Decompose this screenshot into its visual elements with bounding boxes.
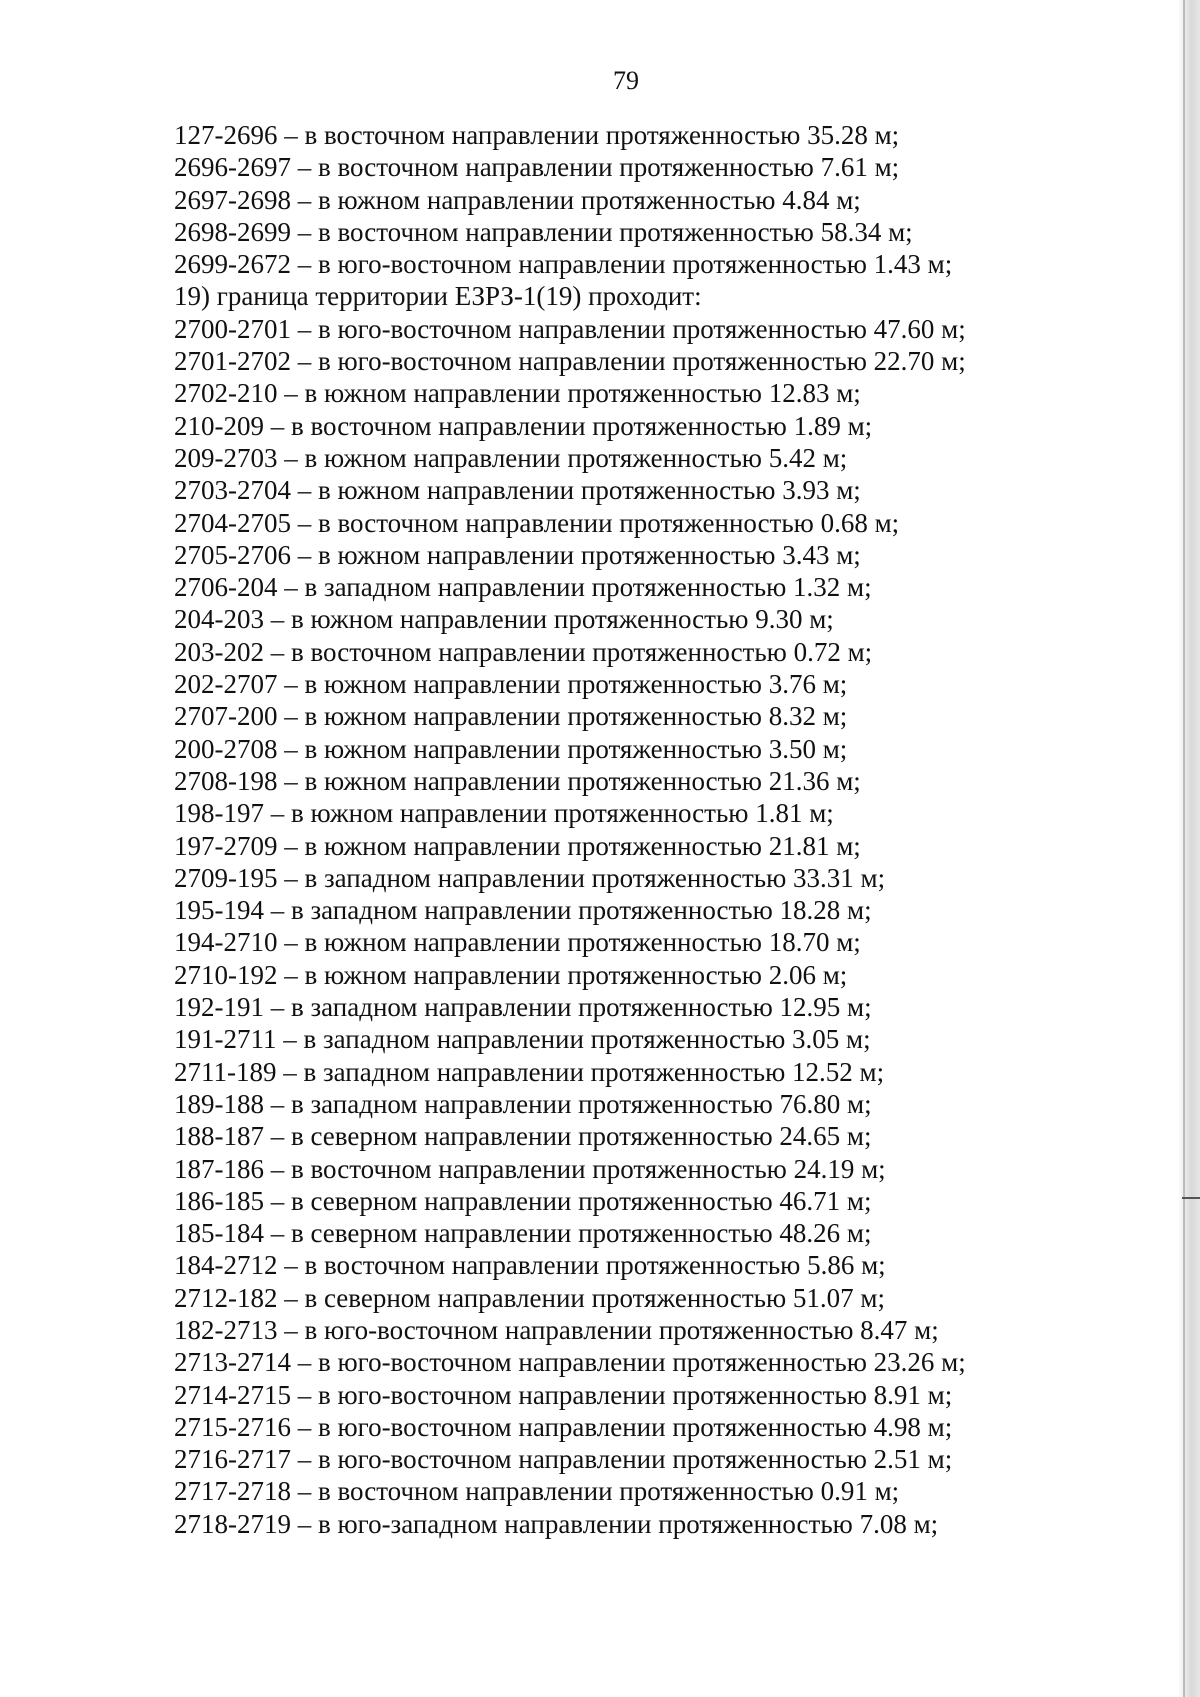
boundary-segment-line: 197-2709 – в южном направлении протяженностью 21.81 м;	[174, 830, 861, 861]
boundary-segment-line: 182-2713 – в юго-восточном направлении протяженностью 8.47 м;	[174, 1314, 939, 1345]
boundary-segment-line: 2706-204 – в западном направлении протяженностью 1.32 м;	[174, 572, 872, 603]
boundary-segment-line: 186-185 – в северном направлении протяженностью 46.71 м;	[174, 1185, 872, 1216]
boundary-segment-line: 2700-2701 – в юго-восточном направлении протяженностью 47.60 м;	[174, 313, 966, 344]
boundary-segment-line: 189-188 – в западном направлении протяженностью 76.80 м;	[174, 1088, 872, 1119]
boundary-segment-line: 2715-2716 – в юго-восточном направлении протяженностью 4.98 м;	[174, 1411, 953, 1442]
boundary-segment-line: 2714-2715 – в юго-восточном направлении протяженностью 8.91 м;	[174, 1379, 953, 1410]
boundary-segment-line: 2712-182 – в северном направлении протяженностью 51.07 м;	[174, 1282, 886, 1313]
boundary-segment-line: 2704-2705 – в восточном направлении протяженностью 0.68 м;	[174, 507, 900, 538]
boundary-segment-line: 2708-198 – в южном направлении протяженностью 21.36 м;	[174, 765, 861, 796]
boundary-segment-line: 185-184 – в северном направлении протяженностью 48.26 м;	[174, 1218, 872, 1249]
page-number: 79	[613, 66, 639, 95]
scan-margin-mark	[1182, 1197, 1200, 1199]
boundary-segment-line: 2713-2714 – в юго-восточном направлении протяженностью 23.26 м;	[174, 1347, 966, 1378]
boundary-segment-line: 2702-210 – в южном направлении протяженностью 12.83 м;	[174, 378, 861, 409]
boundary-segment-line: 2718-2719 – в юго-западном направлении протяженностью 7.08 м;	[174, 1508, 939, 1539]
boundary-segment-line: 204-203 – в южном направлении протяженностью 9.30 м;	[174, 604, 834, 635]
boundary-segment-line: 2698-2699 – в восточном направлении протяженностью 58.34 м;	[174, 216, 913, 247]
boundary-segment-line: 188-187 – в северном направлении протяженностью 24.65 м;	[174, 1121, 872, 1152]
scan-edge-line	[1183, 0, 1185, 1697]
boundary-segment-line: 2707-200 – в южном направлении протяженностью 8.32 м;	[174, 701, 848, 732]
section-heading: 19) граница территории ЕЗРЗ-1(19) проходит:	[174, 281, 702, 312]
boundary-segment-line: 202-2707 – в южном направлении протяженностью 3.76 м;	[174, 669, 848, 700]
boundary-segment-line: 2697-2698 – в южном направлении протяженностью 4.84 м;	[174, 184, 861, 215]
boundary-segment-line: 194-2710 – в южном направлении протяженностью 18.70 м;	[174, 927, 861, 958]
boundary-segment-line: 2705-2706 – в южном направлении протяженностью 3.43 м;	[174, 539, 861, 570]
boundary-description-list	[174, 119, 1174, 1540]
boundary-segment-line: 2710-192 – в южном направлении протяженностью 2.06 м;	[174, 959, 848, 990]
boundary-segment-line: 2699-2672 – в юго-восточном направлении протяженностью 1.43 м;	[174, 249, 953, 280]
boundary-segment-line: 184-2712 – в восточном направлении протяженностью 5.86 м;	[174, 1250, 886, 1281]
boundary-segment-line: 191-2711 – в западном направлении протяженностью 3.05 м;	[174, 1024, 871, 1055]
boundary-segment-line: 192-191 – в западном направлении протяженностью 12.95 м;	[174, 992, 872, 1023]
boundary-segment-line: 2709-195 – в западном направлении протяженностью 33.31 м;	[174, 862, 886, 893]
boundary-segment-line: 2717-2718 – в восточном направлении протяженностью 0.91 м;	[174, 1476, 900, 1507]
boundary-segment-line: 195-194 – в западном направлении протяженностью 18.28 м;	[174, 895, 872, 926]
boundary-segment-line: 2711-189 – в западном направлении протяженностью 12.52 м;	[174, 1056, 885, 1087]
boundary-segment-line: 210-209 – в восточном направлении протяженностью 1.89 м;	[174, 410, 873, 441]
boundary-segment-line: 198-197 – в южном направлении протяженностью 1.81 м;	[174, 798, 834, 829]
boundary-segment-line: 2701-2702 – в юго-восточном направлении протяженностью 22.70 м;	[174, 346, 966, 377]
boundary-segment-line: 2716-2717 – в юго-восточном направлении протяженностью 2.51 м;	[174, 1444, 953, 1475]
scan-edge-shadow	[1178, 0, 1200, 1697]
boundary-segment-line: 2703-2704 – в южном направлении протяженностью 3.93 м;	[174, 475, 861, 506]
boundary-segment-line: 2696-2697 – в восточном направлении протяженностью 7.61 м;	[174, 152, 900, 183]
boundary-segment-line: 209-2703 – в южном направлении протяженностью 5.42 м;	[174, 442, 848, 473]
boundary-segment-line: 187-186 – в восточном направлении протяженностью 24.19 м;	[174, 1153, 886, 1184]
boundary-segment-line: 203-202 – в восточном направлении протяженностью 0.72 м;	[174, 636, 873, 667]
boundary-segment-line: 200-2708 – в южном направлении протяженностью 3.50 м;	[174, 733, 848, 764]
boundary-segment-line: 127-2696 – в восточном направлении протяженностью 35.28 м;	[174, 120, 900, 150]
